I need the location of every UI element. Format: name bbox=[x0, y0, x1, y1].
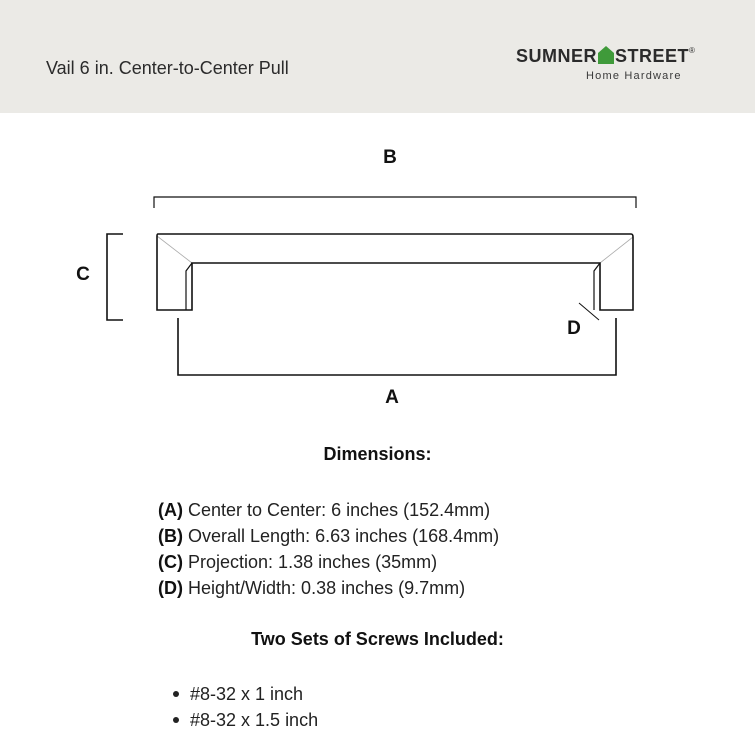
pull-top-bevel bbox=[157, 236, 633, 263]
dimension-item-d bbox=[158, 575, 499, 601]
bullet-icon bbox=[173, 717, 179, 723]
dimension-key: (B) bbox=[158, 526, 183, 546]
dimensions-list bbox=[158, 497, 499, 601]
dimension-text: Center to Center: 6 inches (152.4mm) bbox=[188, 500, 491, 520]
dimension-line-b bbox=[154, 197, 636, 208]
dimension-key: (A) bbox=[158, 500, 183, 520]
label-b: B bbox=[383, 147, 397, 168]
dimension-line-c bbox=[107, 234, 123, 320]
brand-name bbox=[516, 46, 695, 67]
dimension-text: Projection: 1.38 inches (35mm) bbox=[188, 552, 438, 572]
dimension-text: Height/Width: 0.38 inches (9.7mm) bbox=[188, 578, 466, 598]
house-icon bbox=[598, 46, 614, 64]
screw-text: #8-32 x 1 inch bbox=[190, 684, 304, 704]
dimension-key: (C) bbox=[158, 552, 183, 572]
label-d: D bbox=[567, 318, 581, 339]
screw-text: #8-32 x 1.5 inch bbox=[190, 710, 319, 730]
header-bar bbox=[0, 0, 755, 113]
brand-name-left: SUMNER bbox=[516, 46, 598, 66]
dimension-item-a bbox=[158, 497, 499, 523]
registered-mark: ® bbox=[689, 46, 696, 55]
brand-name-right: STREET bbox=[615, 46, 690, 66]
brand-logo bbox=[516, 46, 721, 88]
dimension-item-b bbox=[158, 523, 499, 549]
dimensions-heading: Dimensions: bbox=[323, 444, 432, 464]
pull-inner-bevel-left bbox=[186, 263, 192, 310]
label-c: C bbox=[76, 264, 90, 285]
dimension-line-a bbox=[178, 318, 616, 375]
list-item bbox=[190, 707, 318, 733]
brand-tagline: Home Hardware bbox=[586, 70, 682, 82]
pull-inner-bevel-right bbox=[594, 263, 600, 310]
screws-list bbox=[190, 681, 318, 733]
dimension-key: (D) bbox=[158, 578, 183, 598]
screws-heading: Two Sets of Screws Included: bbox=[251, 629, 504, 649]
list-item bbox=[190, 681, 318, 707]
label-a: A bbox=[385, 387, 399, 408]
dimension-line-d bbox=[579, 303, 599, 320]
dimension-text: Overall Length: 6.63 inches (168.4mm) bbox=[188, 526, 500, 546]
pull-outline bbox=[157, 234, 633, 310]
pull-dimension-diagram bbox=[0, 113, 755, 423]
dimension-item-c bbox=[158, 549, 499, 575]
bullet-icon bbox=[173, 691, 179, 697]
product-title: Vail 6 in. Center-to-Center Pull bbox=[46, 58, 289, 78]
